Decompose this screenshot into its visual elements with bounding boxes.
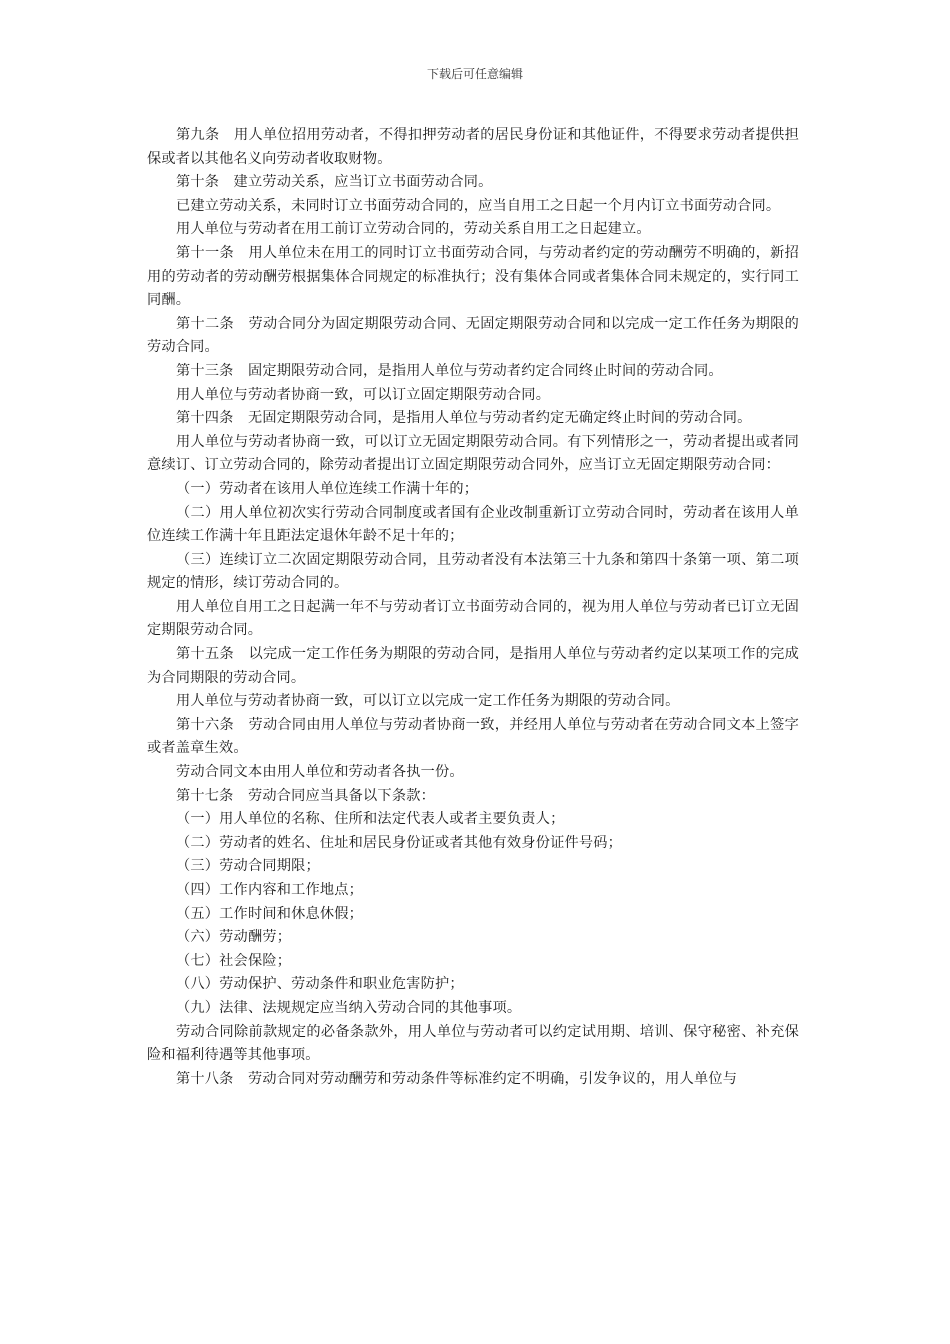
article-15: 第十五条 以完成一定工作任务为期限的劳动合同，是指用人单位与劳动者约定以某项工作的完成为合同期限的劳动合同。 — [147, 646, 799, 686]
article-17-item-2: （二）劳动者的姓名、住址和居民身份证或者其他有效身份证件号码； — [176, 834, 623, 851]
document-body — [147, 124, 799, 1091]
article-17-item-9: （九）法律、法规规定应当纳入劳动合同的其他事项。 — [176, 999, 522, 1016]
article-17-item-3: （三）劳动合同期限； — [176, 858, 320, 875]
article-17-para-2: 劳动合同除前款规定的必备条款外，用人单位与劳动者可以约定试用期、培训、保守秘密、补充保险和福利待遇等其他事项。 — [147, 1023, 799, 1064]
article-17-item-5: （五）工作时间和休息休假； — [176, 905, 364, 922]
article-9: 第九条 用人单位招用劳动者，不得扣押劳动者的居民身份证和其他证件，不得要求劳动者提供担保或者以其他名义向劳动者收取财物。 — [147, 127, 799, 167]
article-14-para-3: 用人单位自用工之日起满一年不与劳动者订立书面劳动合同的，视为用人单位与劳动者已订立无固定期限劳动合同。 — [147, 598, 799, 639]
article-18: 第十八条 劳动合同对劳动酬劳和劳动条件等标准约定不明确，引发争议的，用人单位与 — [176, 1070, 738, 1087]
page-header: 下载后可任意编辑 — [426, 67, 523, 81]
article-17-item-7: （七）社会保险； — [176, 952, 292, 969]
article-17-item-6: （六）劳动酬劳； — [176, 929, 292, 946]
article-17: 第十七条 劳动合同应当具备以下条款： — [176, 787, 435, 804]
article-14-item-3: （三）连续订立二次固定期限劳动合同，且劳动者没有本法第三十九条和第四十条第一项、第二项规定的情形，续订劳动合同的。 — [147, 551, 799, 592]
article-17-item-1: （一）用人单位的名称、住所和法定代表人或者主要负责人； — [176, 811, 565, 828]
article-12: 第十二条 劳动合同分为固定期限劳动合同、无固定期限劳动合同和以完成一定工作任务为期限的劳动合同。 — [147, 315, 799, 356]
article-13: 第十三条 固定期限劳动合同，是指用人单位与劳动者约定合同终止时间的劳动合同。 — [176, 362, 723, 379]
article-17-item-8: （八）劳动保护、劳动条件和职业危害防护； — [176, 976, 464, 993]
article-16-para-2: 劳动合同文本由用人单位和劳动者各执一份。 — [176, 764, 464, 781]
article-10-para-2: 已建立劳动关系，未同时订立书面劳动合同的，应当自用工之日起一个月内订立书面劳动合同。 — [176, 197, 781, 214]
article-14-item-1: （一）劳动者在该用人单位连续工作满十年的； — [176, 480, 479, 497]
article-14: 第十四条 无固定期限劳动合同，是指用人单位与劳动者约定无确定终止时间的劳动合同。 — [176, 410, 752, 427]
article-11: 第十一条 用人单位未在用工的同时订立书面劳动合同，与劳动者约定的劳动酬劳不明确的，新招用的劳动者的劳动酬劳根据集体合同规定的标准执行；没有集体合同或者集体合同未规定的，实行同工同酬。 — [147, 244, 799, 309]
article-10-para-3: 用人单位与劳动者在用工前订立劳动合同的，劳动关系自用工之日起建立。 — [176, 221, 651, 238]
article-15-para-2: 用人单位与劳动者协商一致，可以订立以完成一定工作任务为期限的劳动合同。 — [176, 693, 680, 710]
article-13-para-2: 用人单位与劳动者协商一致，可以订立固定期限劳动合同。 — [176, 386, 551, 403]
article-10: 第十条 建立劳动关系，应当订立书面劳动合同。 — [176, 174, 493, 191]
article-17-item-4: （四）工作内容和工作地点； — [176, 882, 364, 898]
article-14-item-2: （二）用人单位初次实行劳动合同制度或者国有企业改制重新订立劳动合同时，劳动者在该用人单位连续工作满十年且距法定退休年龄不足十年的； — [147, 504, 799, 545]
article-14-para-2: 用人单位与劳动者协商一致，可以订立无固定期限劳动合同。有下列情形之一，劳动者提出或者同意续订、订立劳动合同的，除劳动者提出订立固定期限劳动合同外，应当订立无固定期限劳动合同： — [147, 433, 799, 474]
article-16: 第十六条 劳动合同由用人单位与劳动者协商一致，并经用人单位与劳动者在劳动合同文本上签字或者盖章生效。 — [147, 716, 799, 757]
